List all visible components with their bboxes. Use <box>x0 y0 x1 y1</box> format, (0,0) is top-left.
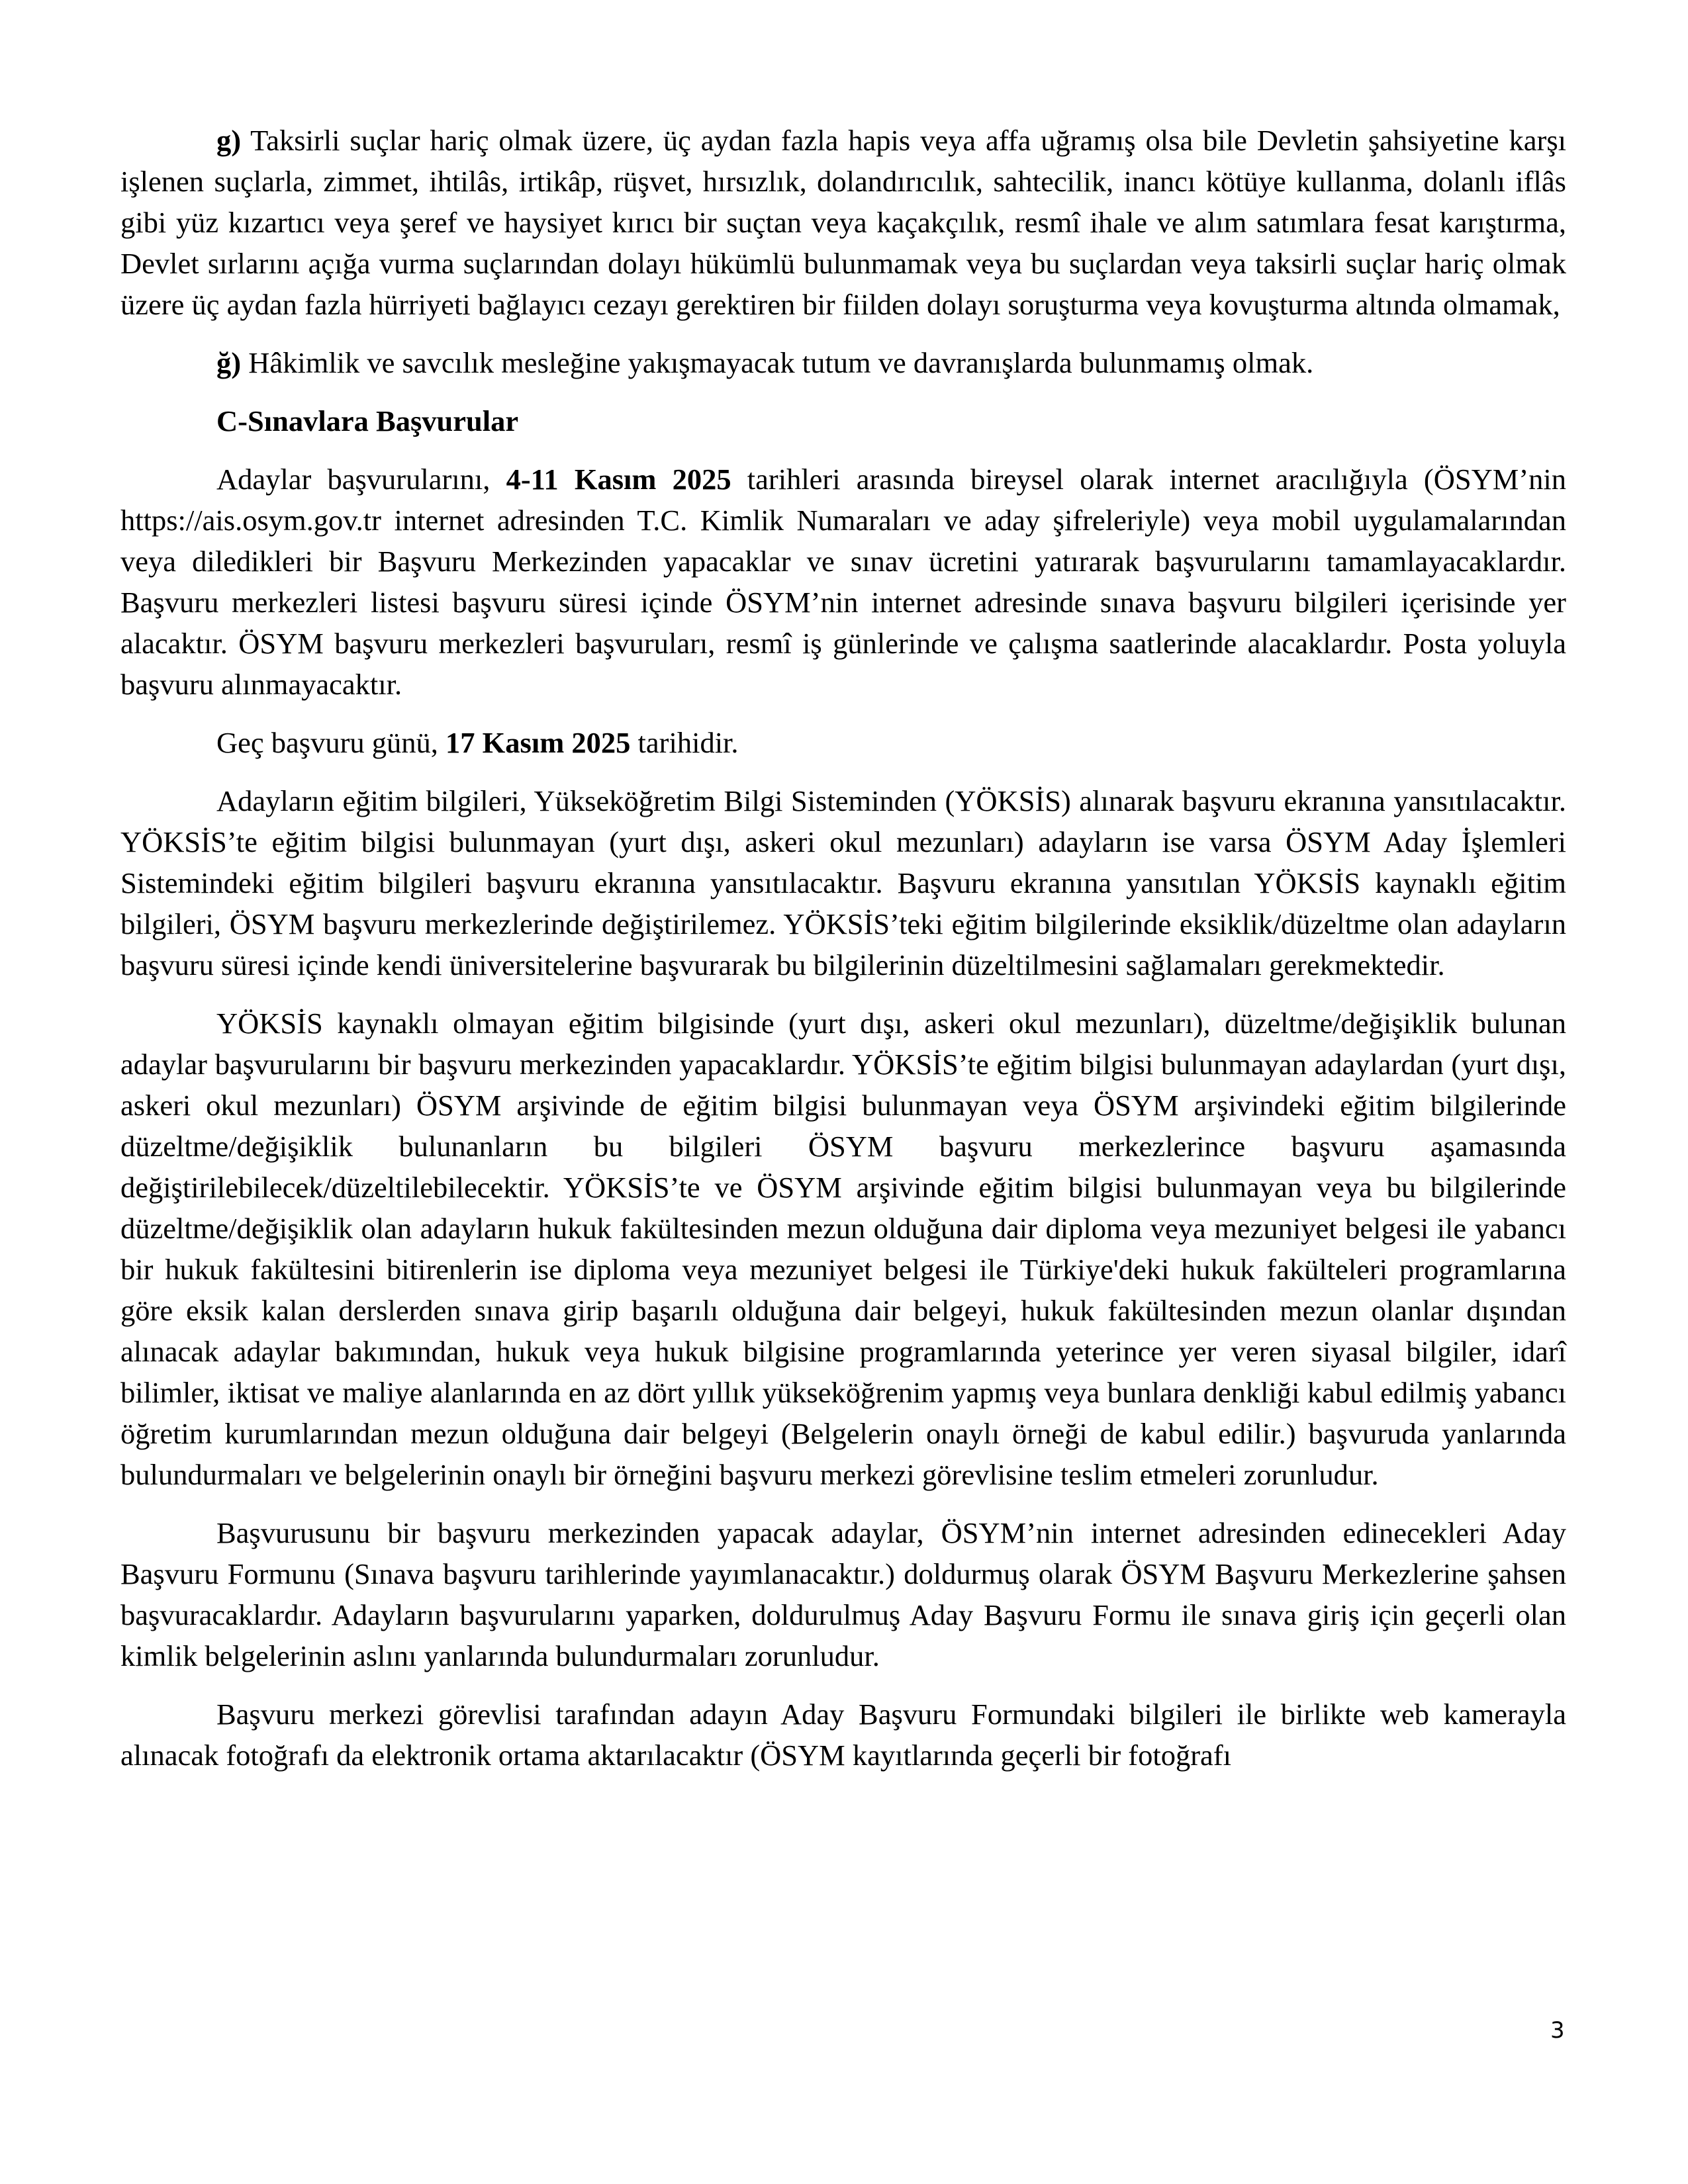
section-heading: C-Sınavlara Başvurular <box>216 404 519 437</box>
document-page <box>120 120 1566 1793</box>
paragraph-photo-capture: Başvuru merkezi görevlisi tarafından adayın Aday Başvuru Formundaki bilgileri ile birlikte web kamerayla alınacak fotoğrafı da elektronik ortama aktarılacaktır (ÖSYM kayıtlarında geçerli bir fotoğrafı <box>120 1698 1566 1772</box>
late-text-after: tarihidir. <box>630 726 739 759</box>
item-label-g: g) <box>216 124 242 157</box>
page-number: 3 <box>1550 2017 1565 2044</box>
item-label-g-breve: ğ) <box>216 346 242 379</box>
applications-text-after: tarihleri arasında bireysel olarak internet aracılığıyla (ÖSYM’nin https://ais.osym.gov.tr internet adresinden T.C. Kimlik Numaraları ve aday şifreleriyle) veya mobil uygulamalarından veya diledikleri bir Başvuru Merkezinden yapacaklar ve sınav ücretini yatırarak başvurularını tamamlayacaklardır. Başvuru merkezleri listesi başvuru süresi içinde ÖSYM’nin internet adresinde sınava başvuru bilgileri içerisinde yer alacaktır. ÖSYM başvuru merkezleri başvuruları, resmî iş günlerinde ve çalışma saatlerinde alacaklardır. Posta yoluyla başvuru alınmayacaktır. <box>120 463 1566 701</box>
late-application-date: 17 Kasım 2025 <box>445 726 631 759</box>
paragraph-education-info: Adayların eğitim bilgileri, Yükseköğretim Bilgi Sisteminden (YÖKSİS) alınarak başvuru ekranına yansıtılacaktır. YÖKSİS’te eğitim bilgisi bulunmayan (yurt dışı, askeri okul mezunları) adayların ise varsa ÖSYM Aday İşlemleri Sistemindeki eğitim bilgileri başvuru ekranına yansıtılacaktır. Başvuru ekranına yansıtılan YÖKSİS kaynaklı eğitim bilgileri, ÖSYM başvuru merkezlerinde değiştirilemez. YÖKSİS’teki eğitim bilgilerinde eksiklik/düzeltme olan adayların başvuru süresi içinde kendi üniversitelerine başvurarak bu bilgilerinin düzeltilmesini sağlamaları gerekmektedir. <box>120 784 1566 981</box>
applications-text-before: Adaylar başvurularını, <box>216 463 506 496</box>
item-text-g-breve: Hâkimlik ve savcılık mesleğine yakışmayacak tutum ve davranışlarda bulunmamış olmak. <box>241 346 1314 379</box>
application-dates: 4-11 Kasım 2025 <box>506 463 731 496</box>
paragraph-applications <box>120 459 1566 705</box>
paragraph-item-g <box>120 120 1566 325</box>
paragraph-item-g-breve <box>120 342 1566 383</box>
paragraph-non-yoksis: YÖKSİS kaynaklı olmayan eğitim bilgisinde (yurt dışı, askeri okul mezunları), düzeltme/değişiklik bulunan adaylar başvurularını bir başvuru merkezinden yapacaklardır. YÖKSİS’te eğitim bilgisi bulunmayan adaylardan (yurt dışı, askeri okul mezunları) ÖSYM arşivinde de eğitim bilgisi bulunmayan veya ÖSYM arşivindeki eğitim bilgilerinde düzeltme/değişiklik bulunanların bu bilgileri ÖSYM başvuru merkezlerince başvuru aşamasında değiştirilebilecek/düzeltilebilecektir. YÖKSİS’te ve ÖSYM arşivinde eğitim bilgisi bulunmayan veya bu bilgilerinde düzeltme/değişiklik olan adayların hukuk fakültesinden mezun olduğuna dair diploma veya mezuniyet belgesi ile yabancı bir hukuk fakültesini bitirenlerin ise diploma veya mezuniyet belgesi ile Türkiye'deki hukuk fakülteleri programlarına göre eksik kalan derslerden sınava girip başarılı olduğuna dair belgeyi, hukuk fakültesinden mezun olanlar dışından alınacak adaylar bakımından, hukuk veya hukuk bilgisine programlarında yeterince yer veren siyasal bilgiler, idarî bilimler, iktisat ve maliye alanlarında en az dört yıllık yükseköğrenim yapmış veya bunlara denkliği kabul edilmiş yabancı öğretim kurumlarından mezun olduğuna dair belgeyi (Belgelerin onaylı örneği de kabul edilir.) başvuruda yanlarında bulundurmaları ve belgelerinin onaylı bir örneğini başvuru merkezi görevlisine teslim etmeleri zorunludur. <box>120 1007 1566 1491</box>
paragraph-late-application <box>120 722 1566 763</box>
paragraph-center-applicants: Başvurusunu bir başvuru merkezinden yapacak adaylar, ÖSYM’nin internet adresinden edinecekleri Aday Başvuru Formunu (Sınava başvuru tarihlerinde yayımlanacaktır.) doldurmuş olarak ÖSYM Başvuru Merkezlerine şahsen başvuracaklardır. Adayların başvurularını yaparken, doldurulmuş Aday Başvuru Formu ile sınava giriş için geçerli olan kimlik belgelerinin aslını yanlarında bulundurmaları zorunludur. <box>120 1516 1566 1672</box>
item-text-g: Taksirli suçlar hariç olmak üzere, üç aydan fazla hapis veya affa uğramış olsa bile Devletin şahsiyetine karşı işlenen suçlarla, zimmet, ihtilâs, irtikâp, rüşvet, hırsızlık, dolandırıcılık, sahtecilik, inancı kötüye kullanma, dolanlı iflâs gibi yüz kızartıcı veya şeref ve haysiyet kırıcı bir suçtan veya kaçakçılık, resmî ihale ve alım satımlara fesat karıştırma, Devlet sırlarını açığa vurma suçlarından dolayı hükümlü bulunmamak veya bu suçlardan veya taksirli suçlar hariç olmak üzere üç aydan fazla hürriyeti bağlayıcı cezayı gerektiren bir fiilden dolayı soruşturma veya kovuşturma altında olmamak, <box>120 124 1566 321</box>
late-text-before: Geç başvuru günü, <box>216 726 446 759</box>
